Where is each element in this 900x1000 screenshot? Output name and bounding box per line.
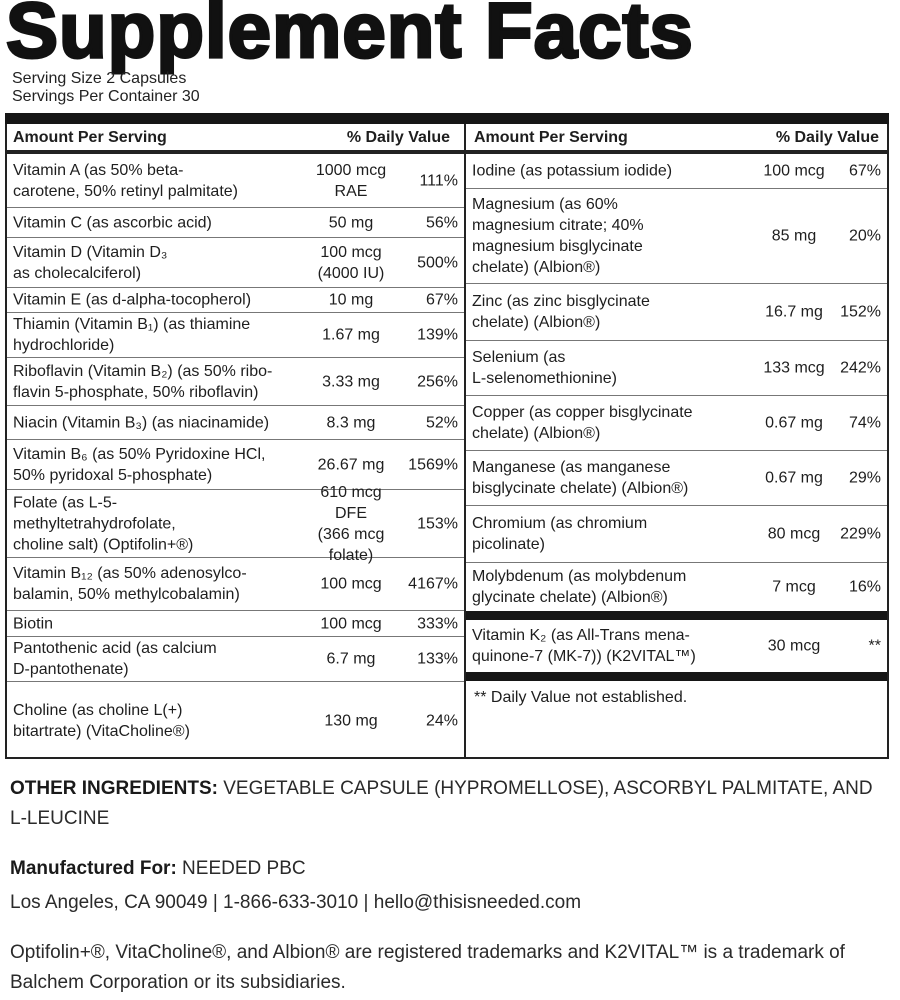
nutrient-amount: 100 mcg [320, 575, 382, 593]
nutrient-name: Vitamin B₁₂ (as 50% adenosylco- balamin, 50% methylcobalamin) [13, 565, 247, 603]
nutrient-row [466, 620, 887, 672]
nutrient-daily-value: 111% [419, 172, 458, 189]
serving-info [12, 70, 200, 106]
nutrient-daily-value: 333% [417, 615, 458, 632]
other-ingredients [10, 774, 888, 834]
nutrient-daily-value: 1569% [408, 456, 458, 473]
nutrient-name: Chromium (as chromium picolinate) [472, 515, 648, 553]
nutrient-row [466, 154, 887, 189]
nutrient-amount: 3.33 mg [322, 373, 380, 390]
nutrient-name: Molybdenum (as molybdenum glycinate chelate) (Albion®) [472, 568, 687, 606]
nutrient-daily-value: 29% [848, 469, 881, 487]
nutrient-row [7, 208, 464, 238]
nutrient-row [7, 154, 464, 208]
nutrient-row [7, 406, 464, 440]
nutrient-daily-value: 133% [417, 650, 458, 668]
nutrient-row [7, 358, 464, 406]
footnote-divider [466, 672, 887, 681]
nutrient-daily-value: 16% [848, 578, 881, 596]
nutrient-daily-value: 256% [417, 373, 458, 390]
nutrient-amount: 26.67 mg [317, 456, 385, 473]
nutrient-name: Riboflavin (Vitamin B₂) (as 50% ribo- flavin 5-phosphate, 50% riboflavin) [13, 362, 273, 401]
nutrient-amount: 16.7 mg [765, 303, 823, 321]
nutrient-daily-value: 229% [840, 525, 881, 543]
vitamin-k-divider [466, 611, 887, 620]
nutrient-amount: 0.67 mg [765, 469, 823, 487]
nutrient-name: Manganese (as manganese bisglycinate chelate) (Albion®) [472, 459, 689, 497]
nutrient-daily-value: 74% [848, 414, 881, 432]
nutrient-name: Vitamin B₆ (as 50% Pyridoxine HCl, 50% pyridoxal 5-phosphate) [13, 445, 266, 484]
nutrient-amount: 50 mg [328, 214, 374, 231]
nutrient-name: Selenium (as L-selenomethionine) [472, 349, 617, 387]
nutrient-name: Thiamin (Vitamin B₁) (as thiamine hydrochloride) [13, 316, 251, 354]
nutrient-amount: 30 mcg [767, 637, 821, 655]
nutrient-daily-value: 500% [417, 254, 458, 271]
nutrient-amount: 8.3 mg [326, 414, 376, 431]
nutrient-name: Vitamin C (as ascorbic acid) [13, 214, 212, 231]
nutrient-daily-value: 152% [840, 303, 881, 321]
nutrient-name: Vitamin K₂ (as All-Trans mena- quinone-7 (MK-7)) (K2VITAL™) [472, 627, 696, 665]
nutrient-name: Niacin (Vitamin B₃) (as niacinamide) [13, 414, 270, 431]
nutrient-daily-value: 139% [417, 326, 458, 344]
nutrient-name: Iodine (as potassium iodide) [472, 162, 673, 180]
nutrient-amount: 85 mg [771, 227, 817, 245]
manufacturer-contact: Los Angeles, CA 90049 | 1-866-633-3010 | hello@thisisneeded.com [10, 892, 582, 913]
nutrient-daily-value: 52% [425, 414, 458, 431]
nutrient-amount: 133 mcg [763, 359, 825, 377]
nutrient-amount: 1.67 mg [322, 326, 380, 344]
nutrient-row [466, 506, 887, 563]
nutrient-row [7, 558, 464, 611]
left-column-header [7, 124, 464, 154]
nutrient-row [466, 284, 887, 341]
servings-per-container: Servings Per Container 30 [12, 88, 200, 105]
nutrient-amount: 1000 mcg RAE [315, 161, 387, 200]
nutrient-row [7, 288, 464, 313]
serving-size: Serving Size 2 Capsules [12, 70, 187, 87]
nutrient-daily-value: 153% [417, 515, 458, 532]
nutrient-amount: 10 mg [328, 291, 374, 309]
nutrient-name: Copper (as copper bisglycinate chelate) (Albion®) [472, 404, 693, 442]
dv-header: % Daily Value [346, 129, 450, 146]
nutrient-amount: 7 mcg [772, 578, 816, 596]
nutrient-row [7, 637, 464, 682]
manufacturer-label: Manufactured For: [10, 858, 177, 879]
nutrient-amount: 0.67 mg [765, 414, 823, 432]
right-nutrient-panel [464, 124, 889, 759]
nutrient-amount: 6.7 mg [326, 650, 376, 668]
nutrient-daily-value: ** [868, 637, 881, 655]
nutrient-row [7, 611, 464, 637]
manufacturer [10, 854, 888, 918]
nutrient-daily-value: 56% [425, 214, 458, 231]
nutrient-row [466, 189, 887, 284]
nutrient-daily-value: 67% [848, 162, 881, 180]
nutrient-name: Vitamin A (as 50% beta- carotene, 50% retinyl palmitate) [13, 161, 238, 200]
manufacturer-name: NEEDED PBC [176, 858, 306, 879]
nutrient-name: Choline (as choline L(+) bitartrate) (VitaCholine®) [13, 701, 190, 740]
nutrient-amount: 130 mg [324, 712, 378, 729]
footnote: ** Daily Value not established. [474, 689, 688, 706]
nutrient-amount: 80 mcg [767, 525, 821, 543]
header-divider [5, 113, 889, 124]
supplement-facts-title: Supplement Facts [6, 0, 694, 74]
nutrient-row [7, 483, 464, 564]
amount-header: Amount Per Serving [13, 129, 167, 146]
nutrient-row [466, 341, 887, 396]
nutrient-daily-value: 20% [848, 227, 881, 245]
nutrient-row [466, 396, 887, 451]
other-ingredients-label: OTHER INGREDIENTS: [10, 778, 218, 799]
nutrient-name: Magnesium (as 60% magnesium citrate; 40% magnesium bisglycinate chelate) (Albion®) [472, 196, 644, 276]
amount-header: Amount Per Serving [474, 129, 628, 146]
nutrient-amount: 100 mcg [763, 162, 825, 180]
nutrient-name: Zinc (as zinc bisglycinate chelate) (Albion®) [472, 293, 650, 331]
nutrient-daily-value: 242% [840, 359, 881, 377]
nutrient-daily-value: 67% [425, 291, 458, 309]
other-ingredients-text: VEGETABLE CAPSULE (HYPROMELLOSE), ASCORBYL PALMITATE, AND L-LEUCINE [10, 778, 873, 829]
nutrient-row [7, 682, 464, 759]
dv-header: % Daily Value [775, 129, 879, 146]
right-column-header [466, 124, 887, 154]
nutrient-row [7, 313, 464, 358]
trademark-notice: Optifolin+®, VitaCholine®, and Albion® are registered trademarks and K2VITAL™ is a trademark of Balchem Corporation or its subsidiaries. [10, 942, 845, 993]
nutrient-name: Folate (as L-5- methyltetrahydrofolate, choline salt) (Optifolin+®) [13, 494, 194, 553]
nutrient-amount: 610 mcg DFE (366 mcg folate) [317, 483, 385, 564]
nutrient-name: Biotin [13, 615, 54, 632]
nutrient-row [466, 451, 887, 506]
nutrient-name: Vitamin D (Vitamin D₃ as cholecalciferol) [13, 243, 168, 282]
nutrient-row [466, 563, 887, 611]
left-nutrient-panel [5, 124, 464, 759]
nutrient-name: Vitamin E (as d-alpha-tocopherol) [13, 291, 252, 309]
nutrient-amount: 100 mcg (4000 IU) [317, 243, 385, 282]
nutrient-amount: 100 mcg [320, 615, 382, 632]
nutrient-daily-value: 24% [425, 712, 458, 729]
nutrient-name: Pantothenic acid (as calcium D-pantothenate) [13, 640, 217, 678]
nutrient-row [7, 238, 464, 288]
nutrient-daily-value: 4167% [408, 575, 458, 593]
